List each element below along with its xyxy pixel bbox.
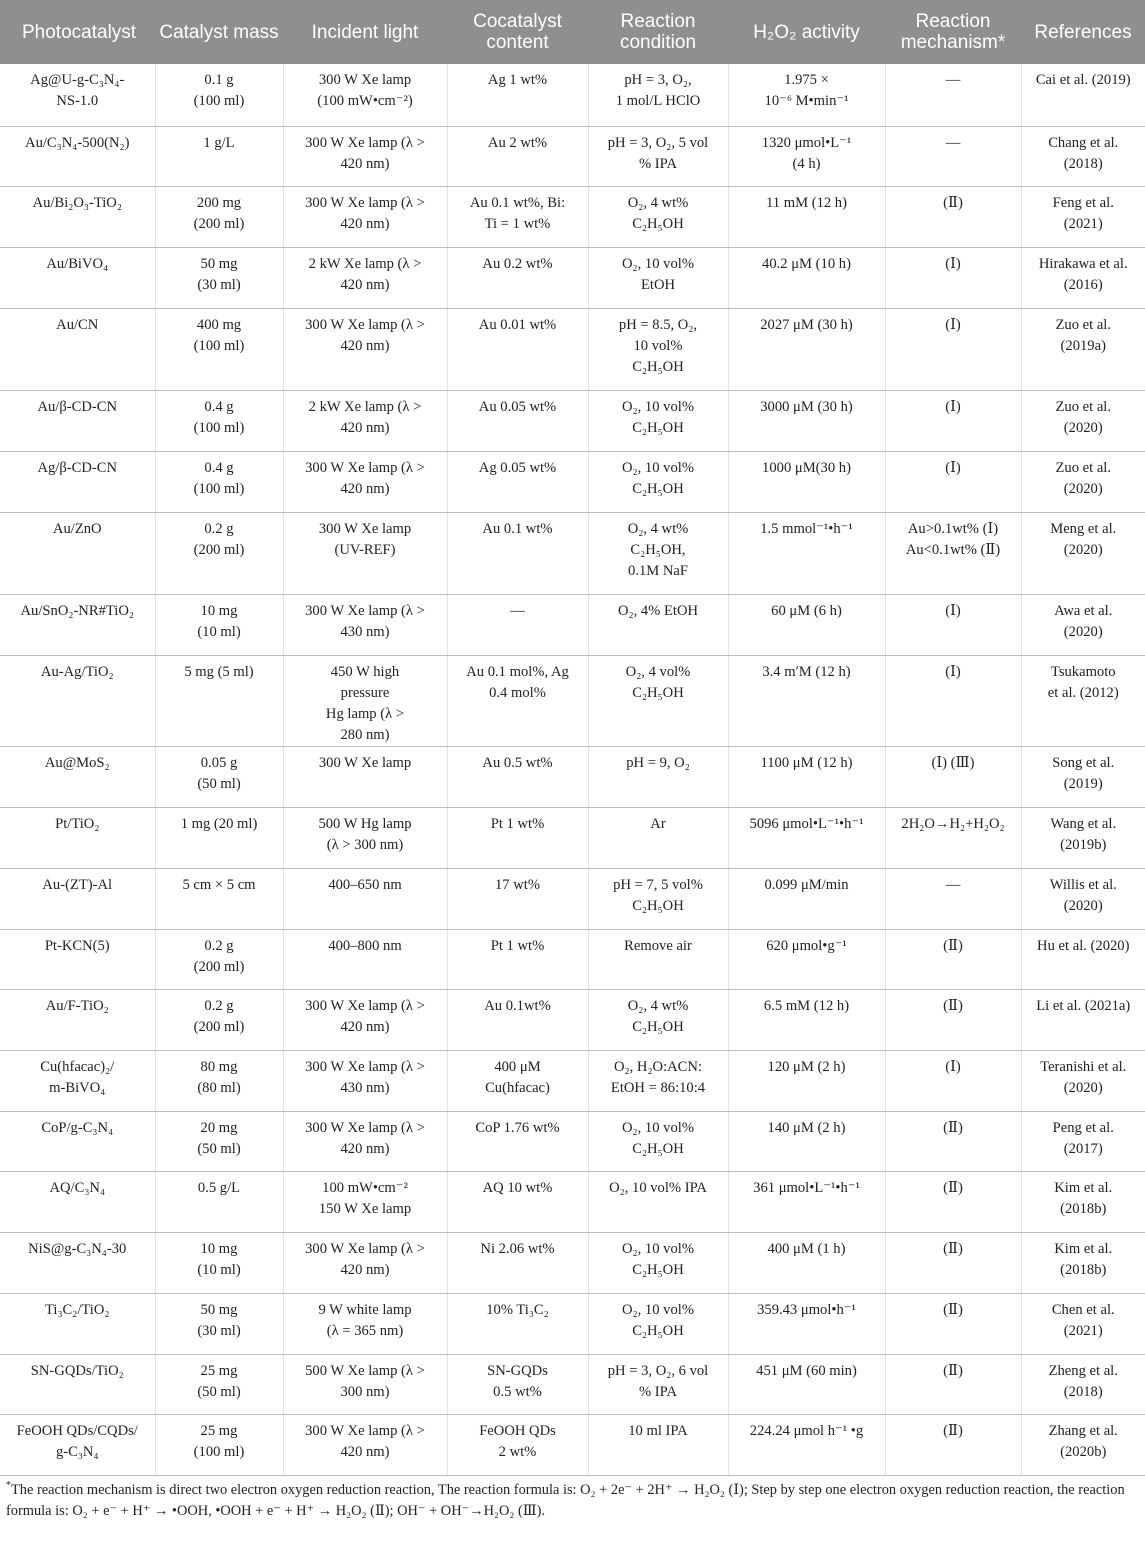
cell-h2o2-activity: 120 μM (2 h) <box>728 1050 885 1111</box>
cell-incident-light: 450 W high pressure Hg lamp (λ > 280 nm) <box>283 655 447 746</box>
cell-cocatalyst-content: SN-GQDs 0.5 wt% <box>447 1354 588 1414</box>
cell-photocatalyst: Au/BiVO₄ <box>0 247 155 308</box>
cell-photocatalyst: SN-GQDs/TiO₂ <box>0 1354 155 1414</box>
cell-reference: Zhang et al. (2020b) <box>1021 1414 1145 1475</box>
cell-h2o2-activity: 1320 μmol•L⁻¹ (4 h) <box>728 126 885 186</box>
cell-reaction-condition: O₂, 4% EtOH <box>588 594 728 655</box>
cell-catalyst-mass: 10 mg (10 ml) <box>155 1232 283 1293</box>
cell-reaction-condition: O₂, 10 vol% C₂H₅OH <box>588 390 728 451</box>
cell-photocatalyst: Au/F-TiO₂ <box>0 989 155 1050</box>
cell-incident-light: 9 W white lamp (λ = 365 nm) <box>283 1293 447 1354</box>
cell-catalyst-mass: 200 mg (200 ml) <box>155 186 283 247</box>
cell-h2o2-activity: 1.5 mmol⁻¹•h⁻¹ <box>728 512 885 594</box>
cell-reaction-mechanism: (Ⅱ) <box>885 1111 1021 1171</box>
cell-reaction-condition: pH = 3, O₂, 6 vol % IPA <box>588 1354 728 1414</box>
table-row <box>0 594 1145 655</box>
cell-photocatalyst: Pt/TiO₂ <box>0 807 155 868</box>
cell-incident-light: 300 W Xe lamp (λ > 430 nm) <box>283 1050 447 1111</box>
cell-reference: Song et al. (2019) <box>1021 746 1145 807</box>
table-row <box>0 1171 1145 1232</box>
cell-reference: Zuo et al. (2019a) <box>1021 308 1145 390</box>
cell-reaction-mechanism: (Ⅰ) <box>885 390 1021 451</box>
cell-h2o2-activity: 1100 μM (12 h) <box>728 746 885 807</box>
cell-reaction-mechanism: (Ⅰ) <box>885 308 1021 390</box>
cell-cocatalyst-content: FeOOH QDs 2 wt% <box>447 1414 588 1475</box>
col-header-photocatalyst: Photocatalyst <box>0 0 155 64</box>
cell-photocatalyst: Au-Ag/TiO₂ <box>0 655 155 746</box>
cell-catalyst-mass: 0.2 g (200 ml) <box>155 512 283 594</box>
col-header-reaction-mechanism: Reaction mechanism* <box>885 0 1021 64</box>
table-row <box>0 807 1145 868</box>
cell-reference: Chen et al. (2021) <box>1021 1293 1145 1354</box>
cell-reaction-condition: O₂, 10 vol% C₂H₅OH <box>588 1293 728 1354</box>
cell-h2o2-activity: 1000 μM(30 h) <box>728 451 885 512</box>
cell-catalyst-mass: 0.4 g (100 ml) <box>155 390 283 451</box>
table-row <box>0 868 1145 929</box>
cell-reaction-condition: Remove air <box>588 929 728 989</box>
cell-reference: Hirakawa et al. (2016) <box>1021 247 1145 308</box>
table-row <box>0 64 1145 126</box>
cell-cocatalyst-content: AQ 10 wt% <box>447 1171 588 1232</box>
cell-cocatalyst-content: Au 0.1 mol%, Ag 0.4 mol% <box>447 655 588 746</box>
cell-reaction-mechanism: Au>0.1wt% (Ⅰ) Au<0.1wt% (Ⅱ) <box>885 512 1021 594</box>
col-header-catalyst-mass: Catalyst mass <box>155 0 283 64</box>
cell-reaction-mechanism: (Ⅰ) <box>885 594 1021 655</box>
cell-reaction-mechanism: (Ⅱ) <box>885 1354 1021 1414</box>
cell-reaction-mechanism: (Ⅱ) <box>885 989 1021 1050</box>
cell-photocatalyst: Au/CN <box>0 308 155 390</box>
col-header-references: References <box>1021 0 1145 64</box>
cell-catalyst-mass: 0.5 g/L <box>155 1171 283 1232</box>
cell-photocatalyst: Au/β-CD-CN <box>0 390 155 451</box>
cell-h2o2-activity: 451 μM (60 min) <box>728 1354 885 1414</box>
cell-incident-light: 300 W Xe lamp <box>283 746 447 807</box>
table-row <box>0 186 1145 247</box>
cell-incident-light: 300 W Xe lamp (λ > 420 nm) <box>283 308 447 390</box>
table-footnote <box>6 1475 1136 1522</box>
cell-reaction-condition: O₂, 4 wt% C₂H₅OH <box>588 989 728 1050</box>
cell-h2o2-activity: 40.2 μM (10 h) <box>728 247 885 308</box>
table-row <box>0 126 1145 186</box>
cell-catalyst-mass: 25 mg (100 ml) <box>155 1414 283 1475</box>
header-row <box>0 0 1145 64</box>
table-row <box>0 929 1145 989</box>
cell-photocatalyst: Au/SnO₂-NR#TiO₂ <box>0 594 155 655</box>
table-row <box>0 1232 1145 1293</box>
cell-reaction-mechanism: (Ⅱ) <box>885 186 1021 247</box>
cell-h2o2-activity: 11 mM (12 h) <box>728 186 885 247</box>
cell-photocatalyst: Ag/β-CD-CN <box>0 451 155 512</box>
cell-catalyst-mass: 10 mg (10 ml) <box>155 594 283 655</box>
cell-h2o2-activity: 0.099 μM/min <box>728 868 885 929</box>
cell-reaction-condition: O₂, 10 vol% EtOH <box>588 247 728 308</box>
cell-reaction-mechanism: (Ⅰ) <box>885 247 1021 308</box>
table-row <box>0 1354 1145 1414</box>
cell-catalyst-mass: 0.2 g (200 ml) <box>155 929 283 989</box>
cell-photocatalyst: Au/C₃N₄-500(N₂) <box>0 126 155 186</box>
cell-reaction-condition: O₂, 4 vol% C₂H₅OH <box>588 655 728 746</box>
cell-reference: Willis et al. (2020) <box>1021 868 1145 929</box>
cell-reference: Kim et al. (2018b) <box>1021 1232 1145 1293</box>
cell-photocatalyst: Ti₃C₂/TiO₂ <box>0 1293 155 1354</box>
cell-cocatalyst-content: Au 0.2 wt% <box>447 247 588 308</box>
cell-h2o2-activity: 3.4 m′M (12 h) <box>728 655 885 746</box>
cell-cocatalyst-content: — <box>447 594 588 655</box>
table-row <box>0 390 1145 451</box>
cell-catalyst-mass: 50 mg (30 ml) <box>155 1293 283 1354</box>
cell-incident-light: 400–650 nm <box>283 868 447 929</box>
cell-reaction-condition: Ar <box>588 807 728 868</box>
cell-cocatalyst-content: Pt 1 wt% <box>447 807 588 868</box>
cell-reaction-mechanism: (Ⅰ) <box>885 1050 1021 1111</box>
cell-cocatalyst-content: Ag 1 wt% <box>447 64 588 126</box>
cell-reaction-mechanism: (Ⅱ) <box>885 1171 1021 1232</box>
cell-cocatalyst-content: CoP 1.76 wt% <box>447 1111 588 1171</box>
table-row <box>0 247 1145 308</box>
cell-cocatalyst-content: Au 0.1wt% <box>447 989 588 1050</box>
cell-reference: Zuo et al. (2020) <box>1021 451 1145 512</box>
cell-cocatalyst-content: Au 0.1 wt% <box>447 512 588 594</box>
cell-reaction-condition: O₂, 4 wt% C₂H₅OH <box>588 186 728 247</box>
cell-cocatalyst-content: Pt 1 wt% <box>447 929 588 989</box>
cell-reference: Kim et al. (2018b) <box>1021 1171 1145 1232</box>
cell-incident-light: 2 kW Xe lamp (λ > 420 nm) <box>283 247 447 308</box>
cell-reference: Tsukamoto et al. (2012) <box>1021 655 1145 746</box>
cell-incident-light: 300 W Xe lamp (λ > 420 nm) <box>283 1414 447 1475</box>
cell-cocatalyst-content: Au 0.5 wt% <box>447 746 588 807</box>
cell-reaction-condition: O₂, 10 vol% C₂H₅OH <box>588 1232 728 1293</box>
cell-incident-light: 300 W Xe lamp (λ > 430 nm) <box>283 594 447 655</box>
col-header-reaction-condition: Reaction condition <box>588 0 728 64</box>
cell-catalyst-mass: 50 mg (30 ml) <box>155 247 283 308</box>
cell-incident-light: 300 W Xe lamp (λ > 420 nm) <box>283 186 447 247</box>
cell-cocatalyst-content: Au 0.01 wt% <box>447 308 588 390</box>
cell-reaction-mechanism: — <box>885 868 1021 929</box>
cell-h2o2-activity: 359.43 μmol•h⁻¹ <box>728 1293 885 1354</box>
cell-incident-light: 500 W Hg lamp (λ > 300 nm) <box>283 807 447 868</box>
cell-incident-light: 300 W Xe lamp (λ > 420 nm) <box>283 451 447 512</box>
cell-h2o2-activity: 1.975 × 10⁻⁶ M•min⁻¹ <box>728 64 885 126</box>
cell-cocatalyst-content: 10% Ti₃C₂ <box>447 1293 588 1354</box>
cell-reference: Zheng et al. (2018) <box>1021 1354 1145 1414</box>
cell-catalyst-mass: 5 mg (5 ml) <box>155 655 283 746</box>
cell-photocatalyst: Pt-KCN(5) <box>0 929 155 989</box>
cell-incident-light: 100 mW•cm⁻² 150 W Xe lamp <box>283 1171 447 1232</box>
cell-cocatalyst-content: Ni 2.06 wt% <box>447 1232 588 1293</box>
cell-incident-light: 300 W Xe lamp (λ > 420 nm) <box>283 989 447 1050</box>
cell-incident-light: 300 W Xe lamp (λ > 420 nm) <box>283 126 447 186</box>
table-row <box>0 1050 1145 1111</box>
cell-cocatalyst-content: 17 wt% <box>447 868 588 929</box>
cell-incident-light: 300 W Xe lamp (UV-REF) <box>283 512 447 594</box>
table-row <box>0 1414 1145 1475</box>
cell-reference: Chang et al. (2018) <box>1021 126 1145 186</box>
cell-photocatalyst: Au/Bi₂O₃-TiO₂ <box>0 186 155 247</box>
cell-incident-light: 300 W Xe lamp (λ > 420 nm) <box>283 1111 447 1171</box>
cell-cocatalyst-content: Au 0.1 wt%, Bi: Ti = 1 wt% <box>447 186 588 247</box>
cell-catalyst-mass: 80 mg (80 ml) <box>155 1050 283 1111</box>
footnote-text: The reaction mechanism is direct two electron oxygen reduction reaction, The reaction formula is: O₂ + 2e⁻ + 2H⁺ → H₂O₂ (Ⅰ); Step by step one electron oxygen reduction reaction, the reaction formula is: O₂ + e⁻ + H⁺ → •OOH, •OOH + e⁻ + H⁺ → H₂O₂ (Ⅱ); OH⁻ + OH⁻→H₂O₂ (Ⅲ). <box>6 1481 1125 1519</box>
cell-h2o2-activity: 5096 μmol•L⁻¹•h⁻¹ <box>728 807 885 868</box>
cell-incident-light: 300 W Xe lamp (100 mW•cm⁻²) <box>283 64 447 126</box>
col-header-cocatalyst-content: Cocatalyst content <box>447 0 588 64</box>
cell-reaction-mechanism: (Ⅱ) <box>885 929 1021 989</box>
cell-cocatalyst-content: 400 μM Cu(hfacac) <box>447 1050 588 1111</box>
table-row <box>0 1293 1145 1354</box>
cell-reaction-condition: O₂, 10 vol% C₂H₅OH <box>588 451 728 512</box>
cell-catalyst-mass: 0.1 g (100 ml) <box>155 64 283 126</box>
cell-cocatalyst-content: Ag 0.05 wt% <box>447 451 588 512</box>
cell-reaction-mechanism: (Ⅰ) <box>885 655 1021 746</box>
cell-incident-light: 300 W Xe lamp (λ > 420 nm) <box>283 1232 447 1293</box>
cell-incident-light: 500 W Xe lamp (λ > 300 nm) <box>283 1354 447 1414</box>
cell-reaction-condition: O₂, 4 wt% C₂H₅OH, 0.1M NaF <box>588 512 728 594</box>
cell-h2o2-activity: 3000 μM (30 h) <box>728 390 885 451</box>
cell-h2o2-activity: 6.5 mM (12 h) <box>728 989 885 1050</box>
cell-h2o2-activity: 2027 μM (30 h) <box>728 308 885 390</box>
cell-incident-light: 2 kW Xe lamp (λ > 420 nm) <box>283 390 447 451</box>
table-row <box>0 308 1145 390</box>
cell-reaction-mechanism: — <box>885 64 1021 126</box>
cell-photocatalyst: NiS@g-C₃N₄-30 <box>0 1232 155 1293</box>
cell-photocatalyst: AQ/C₃N₄ <box>0 1171 155 1232</box>
table-row <box>0 1111 1145 1171</box>
cell-photocatalyst: FeOOH QDs/CQDs/ g-C₃N₄ <box>0 1414 155 1475</box>
cell-photocatalyst: Au/ZnO <box>0 512 155 594</box>
cell-catalyst-mass: 25 mg (50 ml) <box>155 1354 283 1414</box>
cell-catalyst-mass: 0.05 g (50 ml) <box>155 746 283 807</box>
cell-catalyst-mass: 20 mg (50 ml) <box>155 1111 283 1171</box>
cell-reaction-condition: pH = 3, O₂, 1 mol/L HClO <box>588 64 728 126</box>
cell-photocatalyst: Ag@U-g-C₃N₄- NS-1.0 <box>0 64 155 126</box>
cell-photocatalyst: Au@MoS₂ <box>0 746 155 807</box>
cell-reaction-mechanism: (Ⅱ) <box>885 1293 1021 1354</box>
table-row <box>0 746 1145 807</box>
cell-reference: Hu et al. (2020) <box>1021 929 1145 989</box>
cell-reaction-condition: pH = 9, O₂ <box>588 746 728 807</box>
cell-reaction-mechanism: — <box>885 126 1021 186</box>
cell-h2o2-activity: 224.24 μmol h⁻¹ •g <box>728 1414 885 1475</box>
cell-photocatalyst: Au-(ZT)-Al <box>0 868 155 929</box>
table-row <box>0 989 1145 1050</box>
cell-reference: Wang et al. (2019b) <box>1021 807 1145 868</box>
cell-reference: Cai et al. (2019) <box>1021 64 1145 126</box>
col-header-h2o2-activity: H₂O₂ activity <box>728 0 885 64</box>
cell-reaction-condition: pH = 8.5, O₂, 10 vol% C₂H₅OH <box>588 308 728 390</box>
cell-reaction-condition: O₂, 10 vol% C₂H₅OH <box>588 1111 728 1171</box>
cell-reaction-mechanism: (Ⅰ) (Ⅲ) <box>885 746 1021 807</box>
table-body <box>0 64 1145 1475</box>
table-row <box>0 451 1145 512</box>
cell-h2o2-activity: 361 μmol•L⁻¹•h⁻¹ <box>728 1171 885 1232</box>
cell-reference: Meng et al. (2020) <box>1021 512 1145 594</box>
col-header-incident-light: Incident light <box>283 0 447 64</box>
cell-catalyst-mass: 0.2 g (200 ml) <box>155 989 283 1050</box>
cell-catalyst-mass: 400 mg (100 ml) <box>155 308 283 390</box>
cell-reference: Li et al. (2021a) <box>1021 989 1145 1050</box>
cell-reference: Teranishi et al. (2020) <box>1021 1050 1145 1111</box>
cell-cocatalyst-content: Au 0.05 wt% <box>447 390 588 451</box>
cell-reference: Feng et al. (2021) <box>1021 186 1145 247</box>
cell-reaction-mechanism: (Ⅱ) <box>885 1232 1021 1293</box>
cell-photocatalyst: Cu(hfacac)₂/ m-BiVO₄ <box>0 1050 155 1111</box>
cell-photocatalyst: CoP/g-C₃N₄ <box>0 1111 155 1171</box>
cell-catalyst-mass: 5 cm × 5 cm <box>155 868 283 929</box>
cell-reaction-condition: pH = 7, 5 vol% C₂H₅OH <box>588 868 728 929</box>
cell-cocatalyst-content: Au 2 wt% <box>447 126 588 186</box>
cell-catalyst-mass: 1 g/L <box>155 126 283 186</box>
cell-reaction-condition: O₂, 10 vol% IPA <box>588 1171 728 1232</box>
cell-reference: Zuo et al. (2020) <box>1021 390 1145 451</box>
table-row <box>0 512 1145 594</box>
cell-reaction-condition: O₂, H₂O:ACN: EtOH = 86:10:4 <box>588 1050 728 1111</box>
cell-h2o2-activity: 400 μM (1 h) <box>728 1232 885 1293</box>
cell-catalyst-mass: 0.4 g (100 ml) <box>155 451 283 512</box>
cell-catalyst-mass: 1 mg (20 ml) <box>155 807 283 868</box>
cell-h2o2-activity: 620 μmol•g⁻¹ <box>728 929 885 989</box>
cell-reference: Awa et al. (2020) <box>1021 594 1145 655</box>
cell-reaction-mechanism: (Ⅰ) <box>885 451 1021 512</box>
cell-reaction-condition: 10 ml IPA <box>588 1414 728 1475</box>
cell-reaction-condition: pH = 3, O₂, 5 vol % IPA <box>588 126 728 186</box>
cell-reference: Peng et al. (2017) <box>1021 1111 1145 1171</box>
cell-h2o2-activity: 140 μM (2 h) <box>728 1111 885 1171</box>
table-row <box>0 655 1145 746</box>
cell-incident-light: 400–800 nm <box>283 929 447 989</box>
footnote-marker: * <box>6 1480 11 1491</box>
cell-reaction-mechanism: (Ⅱ) <box>885 1414 1021 1475</box>
cell-reaction-mechanism: 2H₂O→H₂+H₂O₂ <box>885 807 1021 868</box>
cell-h2o2-activity: 60 μM (6 h) <box>728 594 885 655</box>
